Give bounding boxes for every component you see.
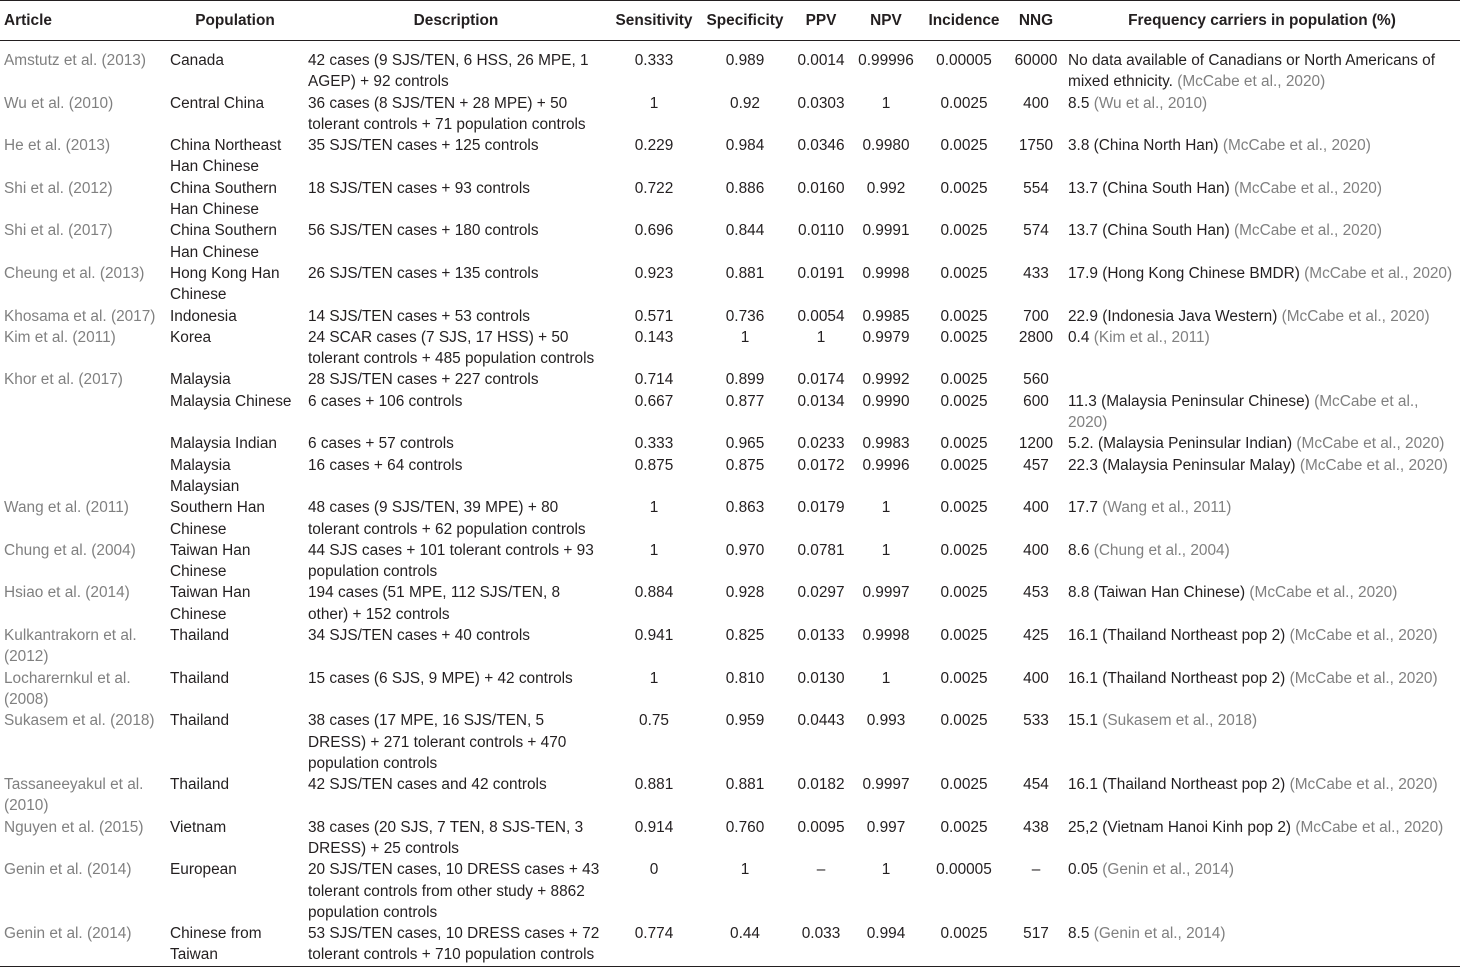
table-header — [0, 1, 1460, 41]
cell-specificity: 0.760 — [725, 818, 765, 836]
cell-article: Khor et al. (2017) — [4, 371, 123, 389]
cell-ppv: 0.0133 — [797, 627, 845, 645]
cell-npv: 0.9985 — [862, 307, 910, 325]
cell-specificity: 0.959 — [725, 712, 765, 730]
cell-frequency — [1064, 859, 1460, 923]
cell-frequency — [1064, 41, 1460, 93]
cell-nng: 517 — [1023, 925, 1049, 943]
cell-frequency — [1064, 391, 1460, 434]
cell-sensitivity: 0.914 — [634, 818, 674, 836]
cell-sensitivity: 0.881 — [634, 776, 674, 794]
cell-population: Malaysia — [170, 371, 231, 389]
frequency-value: 8.5 — [1068, 925, 1090, 943]
cell-nng: 425 — [1023, 627, 1049, 645]
citation-link[interactable]: (McCabe et al., 2020) — [1233, 222, 1382, 240]
citation-link[interactable]: (Genin et al., 2014) — [1102, 861, 1235, 879]
cell-description: 36 cases (8 SJS/TEN + 28 MPE) + 50 tolerant controls + 71 population controls — [308, 94, 586, 133]
cell-incidence: 0.0025 — [940, 925, 988, 943]
cell-specificity: 0.970 — [725, 541, 765, 559]
cell-description: 28 SJS/TEN cases + 227 controls — [308, 371, 539, 389]
citation-link[interactable]: (McCabe et al., 2020) — [1299, 456, 1448, 474]
citation-link[interactable]: (Wu et al., 2010) — [1093, 94, 1208, 112]
cell-nng: 457 — [1023, 456, 1049, 474]
cell-description: 26 SJS/TEN cases + 135 controls — [308, 264, 539, 282]
cell-population: Korea — [170, 328, 212, 346]
cell-population: Hong Kong Han Chinese — [170, 264, 280, 304]
cell-population: Vietnam — [170, 818, 227, 836]
table-row — [0, 923, 1460, 966]
cell-specificity: 0.984 — [725, 137, 765, 155]
cell-description: 56 SJS/TEN cases + 180 controls — [308, 222, 539, 240]
cell-population: Thailand — [170, 712, 230, 730]
cell-nng: 1200 — [1018, 435, 1054, 453]
header-population: Population — [166, 1, 304, 41]
cell-article: Nguyen et al. (2015) — [4, 818, 144, 836]
citation-link[interactable]: (McCabe et al., 2020) — [1289, 669, 1438, 687]
cell-article: Cheung et al. (2013) — [4, 264, 145, 282]
cell-incidence: 0.0025 — [940, 669, 988, 687]
cell-incidence: 0.00005 — [936, 861, 992, 879]
cell-frequency — [1064, 497, 1460, 540]
cell-frequency — [1064, 135, 1460, 178]
cell-article: Khosama et al. (2017) — [4, 307, 156, 325]
citation-link[interactable]: (McCabe et al., 2020) — [1289, 627, 1438, 645]
cell-incidence: 0.0025 — [940, 584, 988, 602]
cell-article: Amstutz et al. (2013) — [4, 52, 146, 69]
frequency-value: 16.1 (Thailand Northeast pop 2) — [1068, 776, 1286, 794]
cell-sensitivity: 0 — [649, 861, 659, 879]
frequency-value: 5.2. (Malaysia Peninsular Indian) — [1068, 435, 1293, 453]
cell-frequency — [1064, 774, 1460, 817]
cell-description: 34 SJS/TEN cases + 40 controls — [308, 627, 530, 645]
cell-npv: 1 — [881, 669, 891, 687]
cell-population: Chinese from Taiwan — [170, 925, 262, 964]
cell-frequency — [1064, 668, 1460, 711]
cell-incidence: 0.0025 — [940, 541, 988, 559]
cell-population: Thailand — [170, 776, 230, 794]
cell-npv: 0.9996 — [862, 456, 910, 474]
table-row — [0, 774, 1460, 817]
cell-description: 35 SJS/TEN cases + 125 controls — [308, 137, 539, 155]
cell-incidence: 0.0025 — [940, 776, 988, 794]
cell-population: Malaysia Indian — [170, 435, 277, 453]
cell-incidence: 0.0025 — [940, 435, 988, 453]
cell-specificity: 0.881 — [725, 776, 765, 794]
cell-incidence: 0.0025 — [940, 818, 988, 836]
cell-nng: 60000 — [1014, 52, 1058, 69]
cell-article: Hsiao et al. (2014) — [4, 584, 130, 602]
cell-npv: 0.9998 — [862, 627, 910, 645]
cell-npv: 0.993 — [866, 712, 906, 730]
frequency-value: 11.3 (Malaysia Peninsular Chinese) — [1068, 392, 1310, 410]
table-row — [0, 625, 1460, 668]
cell-frequency — [1064, 710, 1460, 774]
header-description: Description — [304, 1, 608, 41]
cell-sensitivity: 0.774 — [634, 925, 674, 943]
cell-incidence: 0.0025 — [940, 264, 988, 282]
cell-article: Sukasem et al. (2018) — [4, 712, 155, 730]
cell-description: 194 cases (51 MPE, 112 SJS/TEN, 8 other) + 152 controls — [308, 584, 561, 623]
cell-specificity: 0.989 — [725, 52, 765, 69]
cell-ppv: 0.0014 — [797, 52, 845, 69]
cell-population: Canada — [170, 52, 224, 69]
cell-population: Central China — [170, 94, 265, 112]
cell-population: Indonesia — [170, 307, 237, 325]
frequency-value: 8.8 (Taiwan Han Chinese) — [1068, 584, 1246, 602]
cell-frequency — [1064, 220, 1460, 263]
citation-link[interactable]: (McCabe et al., 2020) — [1249, 584, 1398, 602]
cell-description: 38 cases (20 SJS, 7 TEN, 8 SJS-TEN, 3 DRESS) + 25 controls — [308, 818, 584, 857]
frequency-value: 25,2 (Vietnam Hanoi Kinh pop 2) — [1068, 818, 1292, 836]
header-specificity: Specificity — [700, 1, 790, 41]
cell-specificity: 0.810 — [725, 669, 765, 687]
table-row — [0, 582, 1460, 625]
header-article: Article — [0, 1, 166, 41]
header-ppv: PPV — [790, 1, 852, 41]
cell-nng: 600 — [1023, 392, 1049, 410]
cell-article: Wang et al. (2011) — [4, 499, 129, 517]
cell-description: 6 cases + 106 controls — [308, 392, 463, 410]
cell-nng: 2800 — [1018, 328, 1054, 346]
cell-frequency — [1064, 817, 1460, 860]
cell-sensitivity: 1 — [649, 541, 659, 559]
cell-sensitivity: 1 — [649, 499, 659, 517]
cell-nng: 400 — [1023, 499, 1049, 517]
cell-description: 14 SJS/TEN cases + 53 controls — [308, 307, 530, 325]
cell-nng: 438 — [1023, 818, 1049, 836]
cell-article — [0, 391, 166, 434]
frequency-value: 15.1 — [1068, 712, 1098, 730]
cell-article: Tassaneeyakul et al. (2010) — [4, 776, 144, 815]
table-row — [0, 817, 1460, 860]
table-row — [0, 391, 1460, 434]
citation-link[interactable]: (Chung et al., 2004) — [1093, 541, 1230, 559]
cell-incidence: 0.0025 — [940, 712, 988, 730]
cell-npv: 0.9980 — [862, 137, 910, 155]
cell-sensitivity: 1 — [649, 94, 659, 112]
cell-incidence: 0.0025 — [940, 371, 988, 389]
cell-frequency — [1064, 369, 1460, 390]
cell-npv: 1 — [881, 499, 891, 517]
cell-article: Kulkantrakorn et al. (2012) — [4, 627, 137, 666]
header-sensitivity: Sensitivity — [608, 1, 700, 41]
cell-frequency — [1064, 433, 1460, 454]
table-row — [0, 710, 1460, 774]
cell-description: 20 SJS/TEN cases, 10 DRESS cases + 43 tolerant controls from other study + 8862 population controls — [308, 861, 600, 921]
cell-article: Shi et al. (2012) — [4, 179, 113, 197]
cell-sensitivity: 0.714 — [634, 371, 674, 389]
cell-sensitivity: 0.229 — [634, 137, 674, 155]
table-row — [0, 540, 1460, 583]
cell-description: 42 cases (9 SJS/TEN, 6 HSS, 26 MPE, 1 AGEP) + 92 controls — [308, 52, 589, 91]
cell-sensitivity: 0.75 — [639, 712, 669, 730]
header-npv: NPV — [852, 1, 920, 41]
cell-sensitivity: 0.941 — [634, 627, 674, 645]
cell-incidence: 0.0025 — [940, 179, 988, 197]
cell-npv: 0.9991 — [862, 222, 910, 240]
frequency-value: 16.1 (Thailand Northeast pop 2) — [1068, 669, 1286, 687]
cell-nng: 433 — [1023, 264, 1049, 282]
cell-sensitivity: 1 — [649, 669, 659, 687]
cell-ppv: 0.0179 — [797, 499, 845, 517]
cell-population: China Northeast Han Chinese — [170, 137, 282, 176]
cell-sensitivity: 0.696 — [634, 222, 674, 240]
table-row — [0, 497, 1460, 540]
cell-article: Locharernkul et al. (2008) — [4, 669, 131, 708]
cell-npv: 0.997 — [866, 818, 906, 836]
cell-npv: 0.99996 — [858, 52, 914, 69]
citation-link[interactable]: (McCabe et al., 2020) — [1222, 137, 1371, 155]
cell-article: Wu et al. (2010) — [4, 94, 114, 112]
citation-link[interactable]: (McCabe et al., 2020) — [1281, 307, 1430, 325]
cell-sensitivity: 0.571 — [634, 307, 674, 325]
cell-description: 42 SJS/TEN cases and 42 controls — [308, 776, 547, 794]
cell-population: China Southern Han Chinese — [170, 222, 277, 261]
cell-specificity: 0.886 — [725, 179, 765, 197]
cell-specificity: 0.875 — [725, 456, 765, 474]
cell-sensitivity: 0.143 — [634, 328, 674, 346]
cell-ppv: 0.0346 — [797, 137, 845, 155]
cell-population: Malaysia Chinese — [170, 392, 292, 410]
table-row — [0, 455, 1460, 498]
cell-nng: 400 — [1023, 541, 1049, 559]
cell-population: China Southern Han Chinese — [170, 179, 277, 219]
cell-frequency — [1064, 540, 1460, 583]
citation-link[interactable]: (McCabe et al., 2020) — [1068, 392, 1419, 432]
cell-nng: 1750 — [1018, 137, 1054, 155]
cell-incidence: 0.0025 — [940, 627, 988, 645]
cell-incidence: 0.0025 — [940, 94, 988, 112]
cell-article: Genin et al. (2014) — [4, 925, 132, 943]
table-row — [0, 327, 1460, 370]
cell-sensitivity: 0.722 — [634, 179, 674, 197]
cell-incidence: 0.0025 — [940, 392, 988, 410]
cell-description: 15 cases (6 SJS, 9 MPE) + 42 controls — [308, 669, 573, 687]
cell-description: 38 cases (17 MPE, 16 SJS/TEN, 5 DRESS) + 271 tolerant controls + 470 population controls — [308, 712, 567, 772]
cell-specificity: 0.881 — [725, 264, 765, 282]
table-row — [0, 369, 1460, 390]
cell-description: 6 cases + 57 controls — [308, 435, 454, 453]
cell-article: Kim et al. (2011) — [4, 328, 116, 346]
cell-incidence: 0.0025 — [940, 222, 988, 240]
frequency-value: 22.3 (Malaysia Peninsular Malay) — [1068, 456, 1296, 474]
cell-npv: 0.9983 — [862, 435, 910, 453]
cell-frequency — [1064, 625, 1460, 668]
cell-incidence: 0.00005 — [936, 52, 992, 69]
frequency-value: 13.7 (China South Han) — [1068, 179, 1230, 197]
frequency-value: 0.05 — [1068, 861, 1098, 879]
cell-ppv: 0.0182 — [797, 776, 845, 794]
cell-article: He et al. (2013) — [4, 137, 111, 155]
cell-population: Malaysia Malaysian — [170, 456, 240, 495]
cell-frequency — [1064, 93, 1460, 136]
cell-sensitivity: 0.333 — [634, 435, 674, 453]
table-row — [0, 135, 1460, 178]
cell-nng: 560 — [1023, 371, 1049, 389]
frequency-value: 8.5 — [1068, 94, 1090, 112]
table-row — [0, 306, 1460, 327]
cell-sensitivity: 0.923 — [634, 264, 674, 282]
table-row — [0, 41, 1460, 93]
header-incidence: Incidence — [920, 1, 1008, 41]
cell-article — [0, 433, 166, 454]
cell-frequency — [1064, 327, 1460, 370]
table-row — [0, 433, 1460, 454]
cell-npv: 1 — [881, 541, 891, 559]
cell-article: Genin et al. (2014) — [4, 861, 132, 879]
citation-link[interactable]: (McCabe et al., 2020) — [1233, 179, 1382, 197]
table-row — [0, 220, 1460, 263]
cell-ppv: 0.0303 — [797, 94, 845, 112]
table-row — [0, 668, 1460, 711]
cell-specificity: 0.825 — [725, 627, 765, 645]
cell-nng: 453 — [1023, 584, 1049, 602]
frequency-value: 22.9 (Indonesia Java Western) — [1068, 307, 1278, 325]
frequency-value: 3.8 (China North Han) — [1068, 137, 1219, 155]
cell-frequency — [1064, 263, 1460, 306]
cell-nng: 554 — [1023, 179, 1049, 197]
citation-link[interactable]: (Sukasem et al., 2018) — [1102, 712, 1258, 730]
cell-incidence: 0.0025 — [940, 499, 988, 517]
cell-npv: 0.9992 — [862, 371, 910, 389]
table-row — [0, 263, 1460, 306]
table-row — [0, 93, 1460, 136]
citation-link[interactable]: (Genin et al., 2014) — [1093, 925, 1226, 943]
citation-link[interactable]: (McCabe et al., 2020) — [1296, 435, 1445, 453]
cell-ppv: 0.0095 — [797, 818, 845, 836]
cell-nng: 400 — [1023, 94, 1049, 112]
cell-npv: 0.9998 — [862, 264, 910, 282]
cell-incidence: 0.0025 — [940, 307, 988, 325]
cell-specificity: 0.965 — [725, 435, 765, 453]
cell-ppv: 0.0781 — [797, 541, 845, 559]
frequency-value: 17.9 (Hong Kong Chinese BMDR) — [1068, 264, 1300, 282]
cell-ppv: 0.0191 — [797, 264, 845, 282]
cell-sensitivity: 0.884 — [634, 584, 674, 602]
table-row — [0, 178, 1460, 221]
cell-npv: 0.9997 — [862, 584, 910, 602]
cell-population: Taiwan Han Chinese — [170, 584, 251, 623]
cell-population: Southern Han Chinese — [170, 499, 265, 538]
cell-ppv: – — [816, 861, 826, 879]
cell-frequency — [1064, 923, 1460, 966]
cell-specificity: 0.863 — [725, 499, 765, 517]
cell-npv: 0.9997 — [862, 776, 910, 794]
citation-link[interactable]: (McCabe et al., 2020) — [1295, 818, 1444, 836]
frequency-value: 16.1 (Thailand Northeast pop 2) — [1068, 627, 1286, 645]
cell-description: 18 SJS/TEN cases + 93 controls — [308, 179, 530, 197]
cell-npv: 0.992 — [866, 179, 906, 197]
cell-article: Chung et al. (2004) — [4, 541, 136, 559]
cell-incidence: 0.0025 — [940, 137, 988, 155]
cell-nng: 700 — [1023, 307, 1049, 325]
cell-npv: 0.994 — [866, 925, 906, 943]
cell-ppv: 0.0130 — [797, 669, 845, 687]
cell-incidence: 0.0025 — [940, 328, 988, 346]
citation-link[interactable]: (McCabe et al., 2020) — [1289, 776, 1438, 794]
header-frequency: Frequency carriers in population (%) — [1064, 1, 1460, 41]
cell-sensitivity: 0.875 — [634, 456, 674, 474]
cell-npv: 0.9990 — [862, 392, 910, 410]
cell-npv: 0.9979 — [862, 328, 910, 346]
citation-link[interactable]: (McCabe et al., 2020) — [1304, 264, 1453, 282]
header-nng: NNG — [1008, 1, 1064, 41]
cell-frequency — [1064, 582, 1460, 625]
citation-link[interactable]: (McCabe et al., 2020) — [1177, 73, 1326, 91]
frequency-value: No data available of Canadians or North Americans of mixed ethnicity. — [1068, 52, 1436, 91]
frequency-value: 8.6 — [1068, 541, 1090, 559]
cell-specificity: 0.844 — [725, 222, 765, 240]
cell-description: 44 SJS cases + 101 tolerant controls + 93 population controls — [308, 541, 594, 581]
cell-ppv: 0.0054 — [797, 307, 845, 325]
cell-article — [0, 455, 166, 498]
citation-link[interactable]: (Kim et al., 2011) — [1093, 328, 1210, 346]
cell-nng: – — [1031, 861, 1041, 879]
cell-sensitivity: 0.333 — [634, 52, 674, 69]
citation-link[interactable]: (Wang et al., 2011) — [1102, 499, 1232, 517]
cell-ppv: 1 — [816, 328, 826, 346]
cell-sensitivity: 0.667 — [634, 392, 674, 410]
cell-description: 48 cases (9 SJS/TEN, 39 MPE) + 80 tolerant controls + 62 population controls — [308, 499, 586, 538]
cell-specificity: 0.92 — [730, 94, 760, 112]
cell-ppv: 0.0134 — [797, 392, 845, 410]
cell-frequency — [1064, 306, 1460, 327]
frequency-value: 0.4 — [1068, 328, 1090, 346]
cell-description: 53 SJS/TEN cases, 10 DRESS cases + 72 tolerant controls + 710 population controls — [308, 925, 600, 964]
cell-specificity: 0.928 — [725, 584, 765, 602]
table-body — [0, 41, 1460, 967]
cell-ppv: 0.033 — [801, 925, 841, 943]
cell-frequency — [1064, 178, 1460, 221]
cell-incidence: 0.0025 — [940, 456, 988, 474]
cell-specificity: 0.736 — [725, 307, 765, 325]
cell-specificity: 0.899 — [725, 371, 765, 389]
cell-population: Thailand — [170, 669, 230, 687]
cell-description: 16 cases + 64 controls — [308, 456, 463, 474]
cell-npv: 1 — [881, 861, 891, 879]
cell-description: 24 SCAR cases (7 SJS, 17 HSS) + 50 tolerant controls + 485 population controls — [308, 328, 595, 368]
cell-nng: 454 — [1023, 776, 1049, 794]
frequency-value: 13.7 (China South Han) — [1068, 222, 1230, 240]
cell-ppv: 0.0110 — [798, 222, 844, 240]
cell-article: Shi et al. (2017) — [4, 222, 113, 240]
cell-npv: 1 — [881, 94, 891, 112]
cell-specificity: 0.877 — [725, 392, 765, 410]
cell-ppv: 0.0174 — [797, 371, 845, 389]
table-row — [0, 859, 1460, 923]
cell-ppv: 0.0297 — [797, 584, 845, 602]
cell-ppv: 0.0172 — [797, 456, 845, 474]
cell-nng: 400 — [1023, 669, 1049, 687]
frequency-value: 17.7 — [1068, 499, 1098, 517]
cell-ppv: 0.0160 — [797, 179, 845, 197]
cell-ppv: 0.0233 — [797, 435, 845, 453]
cell-population: Thailand — [170, 627, 230, 645]
cell-population: European — [170, 861, 237, 879]
cell-population: Taiwan Han Chinese — [170, 541, 251, 581]
cell-ppv: 0.0443 — [797, 712, 845, 730]
cell-specificity: 1 — [740, 861, 750, 879]
cell-specificity: 0.44 — [730, 925, 760, 943]
cell-specificity: 1 — [740, 328, 750, 346]
cell-nng: 574 — [1023, 222, 1049, 240]
cell-frequency — [1064, 455, 1460, 498]
cell-nng: 533 — [1023, 712, 1049, 730]
